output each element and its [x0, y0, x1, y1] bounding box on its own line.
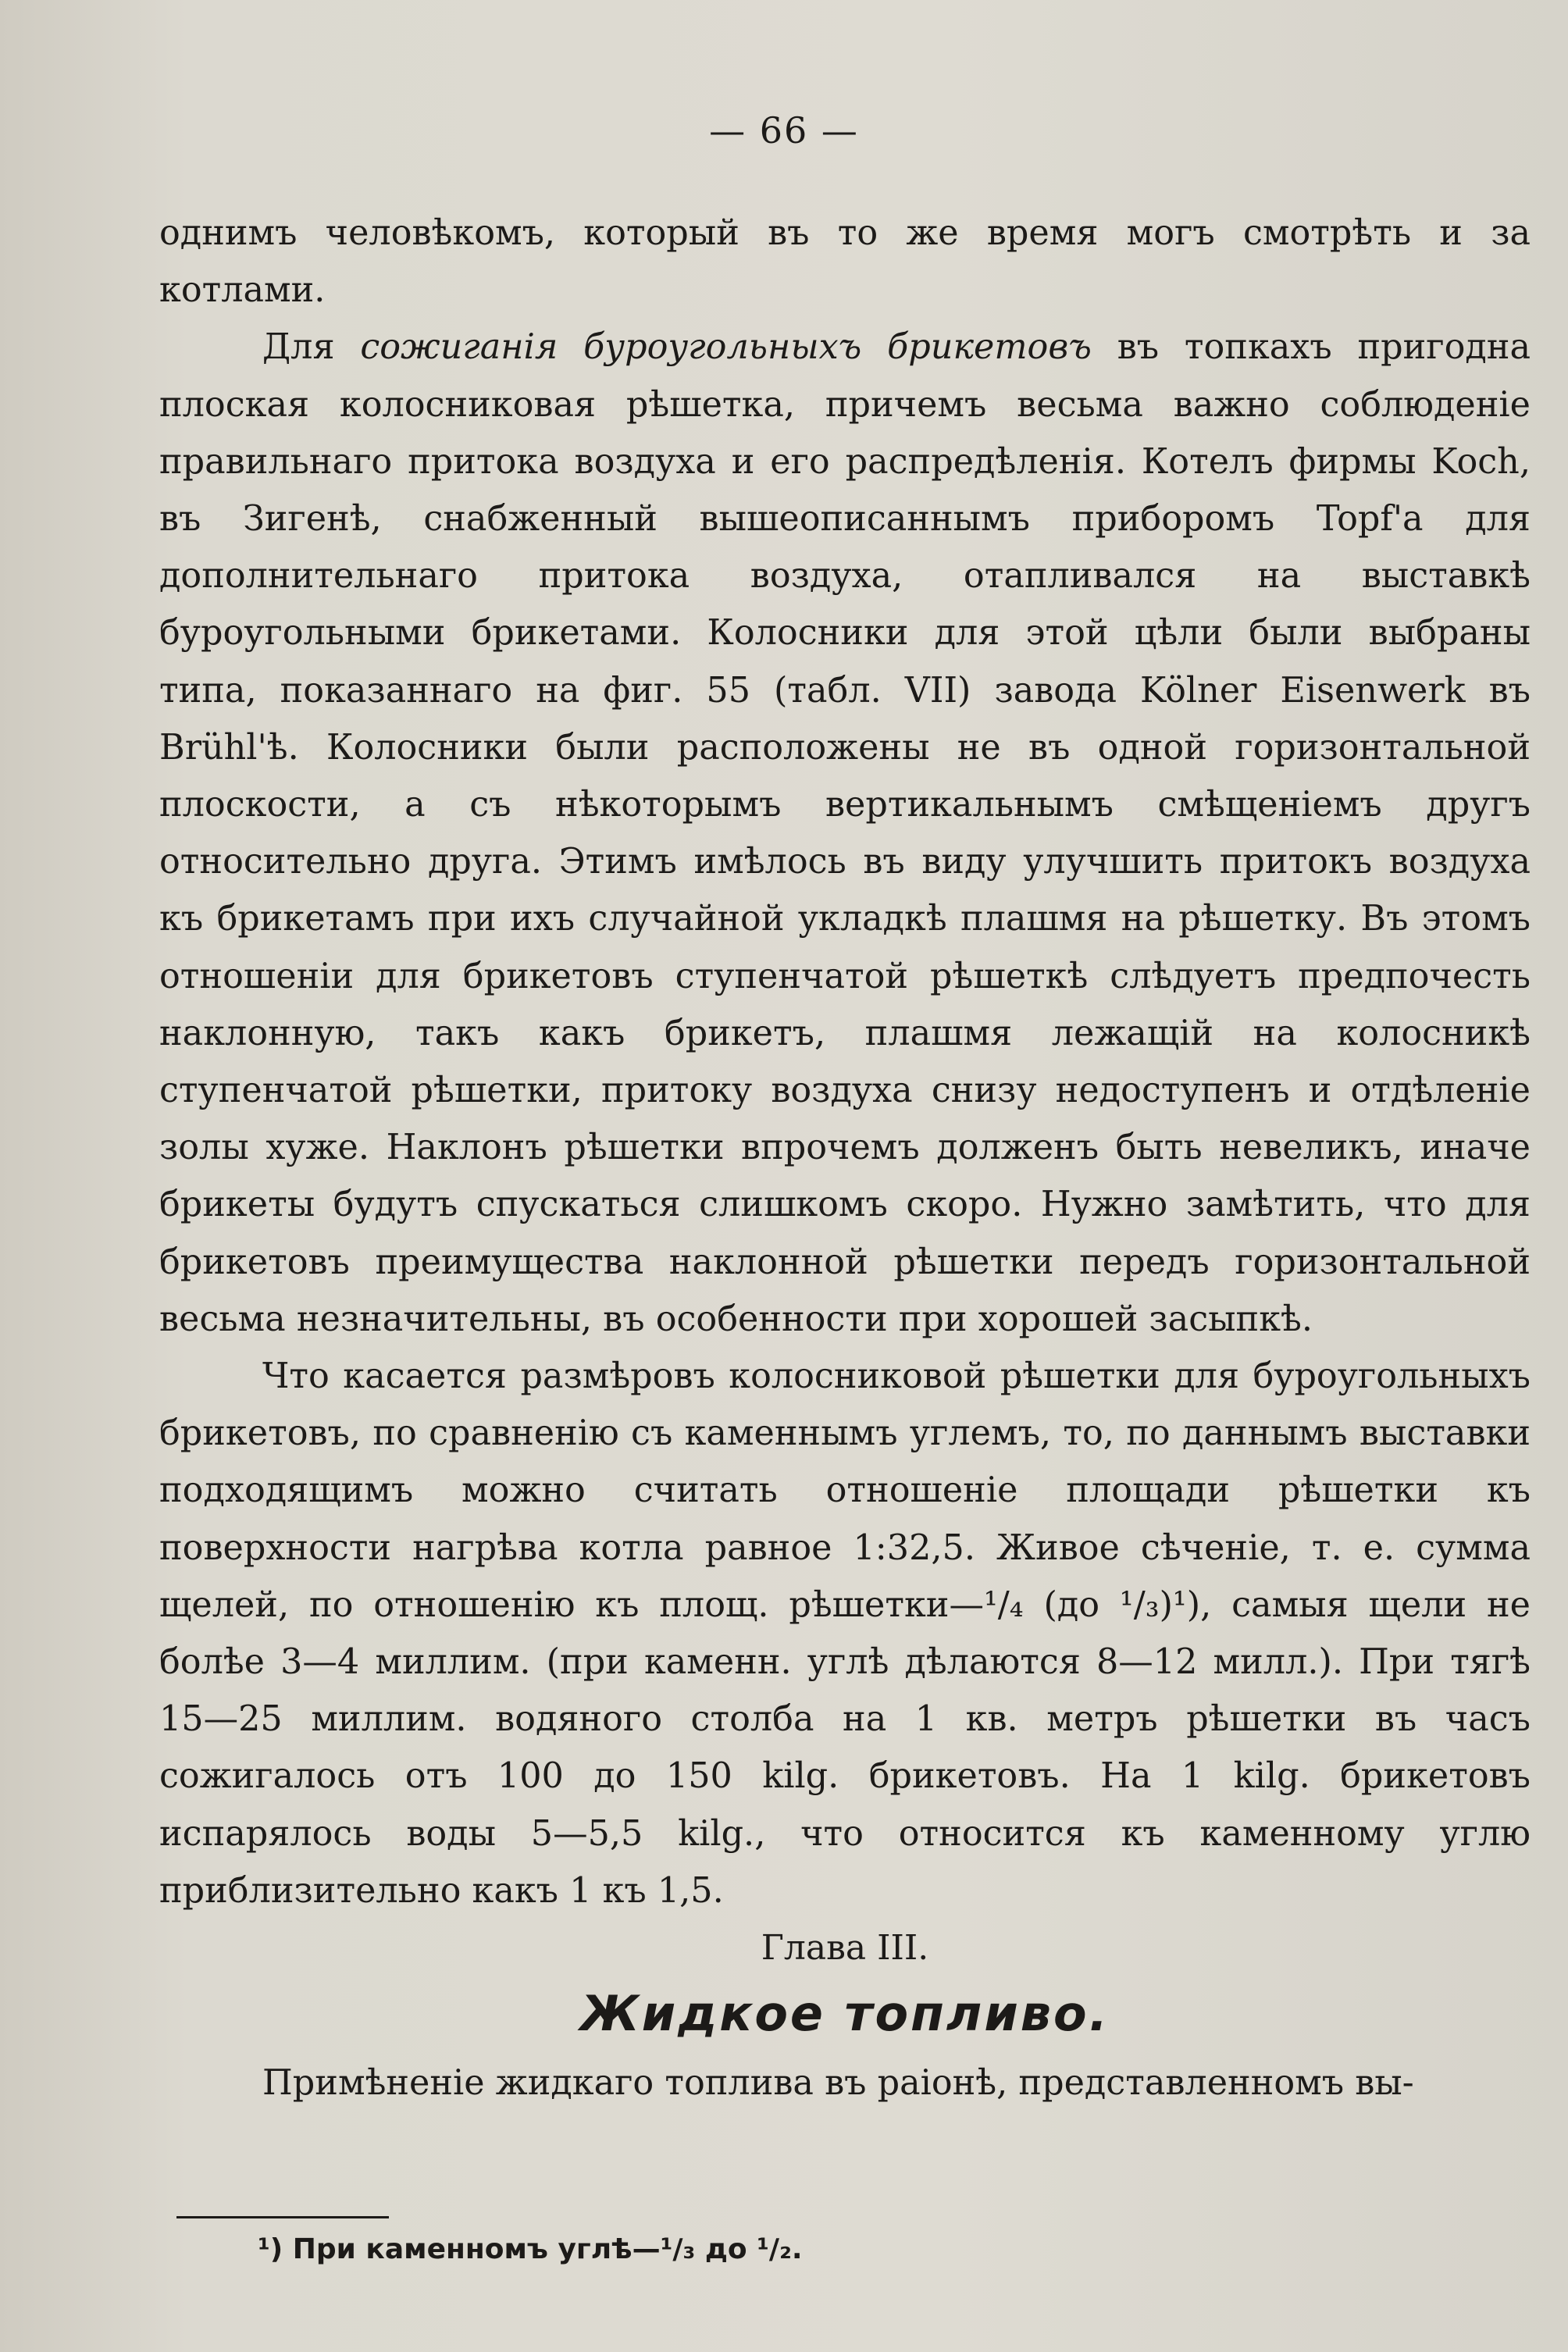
fraction: ¹/₄: [983, 1584, 1024, 1625]
paragraph-grate-dimensions: [159, 1348, 1531, 1919]
page-number: — 66 —: [709, 109, 859, 151]
paragraph-liquid-fuel: Примѣненіе жидкаго топлива въ раіонѣ, представленномъ вы-: [262, 2063, 1414, 2104]
italic-term: сожиганія буроугольныхъ брикетовъ: [360, 327, 1092, 368]
paragraph-text: Для: [262, 327, 361, 368]
footnote-reference: )¹: [1159, 1584, 1187, 1625]
page-body: [159, 205, 1531, 2112]
footnote: ¹) При каменномъ углѣ—¹/₃ до ¹/₂.: [258, 2233, 803, 2265]
fraction: ¹/₃: [1119, 1584, 1160, 1625]
paragraph-text: Что касается размѣровъ колосниковой рѣшетки для буроугольныхъ брикетовъ, по сравненію съ каменнымъ углемъ, то, по даннымъ выставки подходящимъ можно считать отношеніе площади рѣшетки къ поверхности нагрѣва котла равное 1:32,5. Живое сѣченіе, т. е. сумма щелей, по отношенію къ площ. рѣшетки—: [159, 1356, 1531, 1625]
paragraph-briquette-grate: [159, 319, 1531, 1348]
footnote-divider: [176, 2216, 389, 2218]
paragraph-continuation: однимъ человѣкомъ, который въ то же время могъ смотрѣть и за котлами.: [159, 213, 1531, 311]
chapter-heading: Глава III.: [761, 1928, 929, 1969]
paragraph-text: (до: [1023, 1584, 1120, 1625]
chapter-title: Жидкое топливо.: [579, 1985, 1110, 2043]
paragraph-text: ), самыя щели не болѣе 3—4 миллим. (при каменн. углѣ дѣлаются 8—12 милл.). При тягѣ 15—25 миллим. водяного столба на 1 кв. метръ рѣшетки въ часъ сожигалось отъ 100 до 150 kilg. брикетовъ. На 1 kilg. брикетовъ испарялось воды 5—5,5 kilg., что относится къ каменному углю приблизительно какъ 1 къ 1,5.: [159, 1584, 1531, 1911]
paragraph-text: въ топкахъ пригодна плоская колосниковая рѣшетка, причемъ весьма важно соблюденіе правильнаго притока воздуха и его распредѣленія. Котелъ фирмы Koch, въ Зигенѣ, снабженный вышеописаннымъ приборомъ Topf'а для дополнительнаго притока воздуха, отапливался на выставкѣ буроугольными брикетами. Колосники для этой цѣли были выбраны типа, показаннаго на фиг. 55 (табл. VII) завода Kölner Eisenwerk въ Brühl'ѣ. Колосники были расположены не въ одной горизонтальной плоскости, а съ нѣкоторымъ вертикальнымъ смѣщеніемъ другъ относительно друга. Этимъ имѣлось въ виду улучшить притокъ воздуха къ брикетамъ при ихъ случайной укладкѣ плашмя на рѣшетку. Въ этомъ отношеніи для брикетовъ ступенчатой рѣшеткѣ слѣдуетъ предпочесть наклонную, такъ какъ брикетъ, плашмя лежащій на колосникѣ ступенчатой рѣшетки, притоку воздуха снизу недоступенъ и отдѣленіе золы хуже. Наклонъ рѣшетки впрочемъ долженъ быть невеликъ, иначе брикеты будутъ спускаться слишкомъ скоро. Нужно замѣтить, что для брикетовъ преимущества наклонной рѣшетки передъ горизонтальной весьма незначительны, въ особенности при хорошей засыпкѣ.: [159, 327, 1531, 1339]
